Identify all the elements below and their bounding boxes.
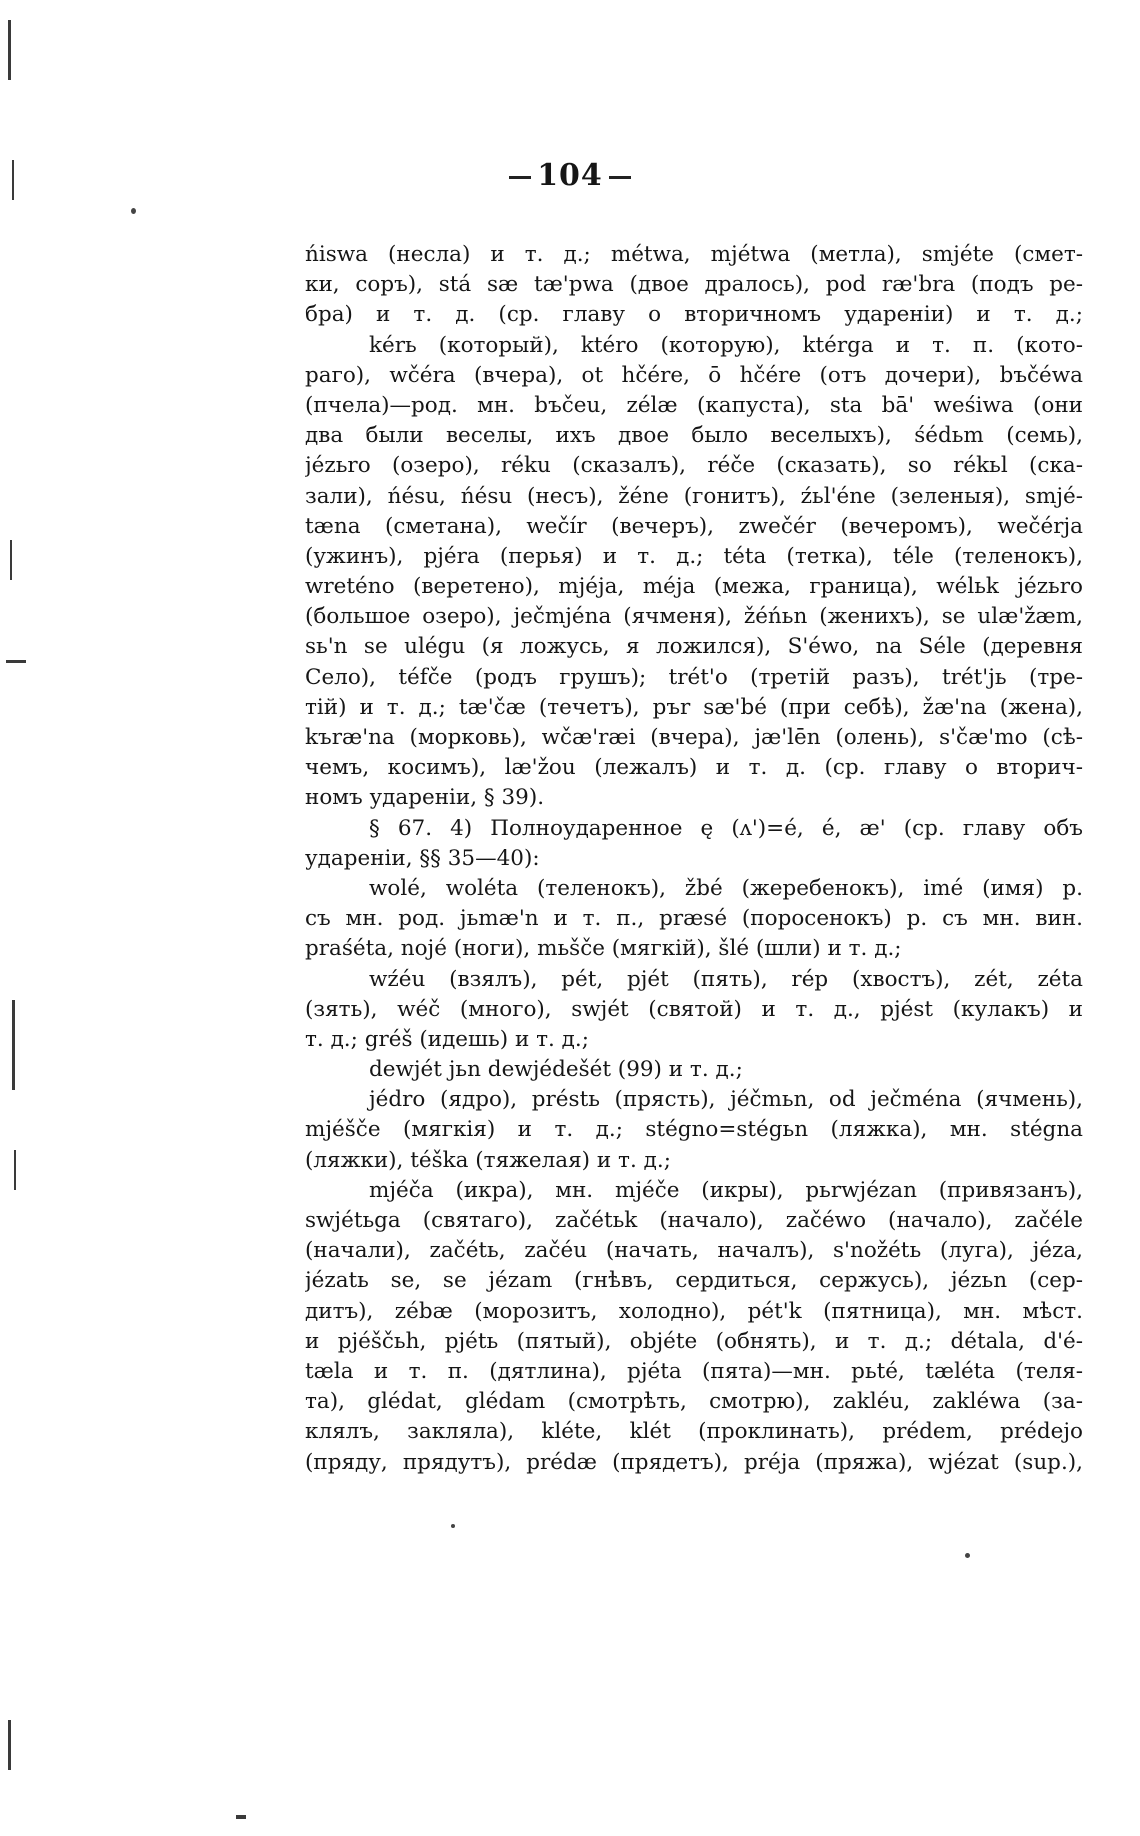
text-line: (большое озеро), ječmjéna (ячменя), žéńьn (женихъ), se ulæ'žæm,: [305, 604, 1083, 630]
body-text: [305, 240, 1083, 1478]
text-line: ударенiи, §§ 35—40):: [305, 845, 540, 871]
text-line: раго), wčéra (вчера), ot hčére, ō hčére (отъ дочери), bъčéwa: [305, 362, 1083, 388]
text-line: номъ ударенiи, § 39).: [305, 785, 545, 811]
text-line: jézatь se, se jézam (гнѣвъ, сердиться, сержусь), jézьn (сер-: [305, 1268, 1083, 1294]
text-line: (зять), wéč (много), swjét (святой) и т. д., pjést (кулакъ) и: [305, 996, 1083, 1022]
left-edge-mark: [14, 1150, 16, 1190]
left-edge-mark: [8, 1720, 11, 1770]
text-line: kъræ'na (морковь), wčæ'ræi (вчера), jæ'lēn (олень), s'čæ'mo (сѣ-: [305, 725, 1083, 750]
text-line: jézьro (озеро), réku (сказалъ), réče (сказать), so rékьl (ска-: [305, 453, 1083, 479]
text-line: kérь (который), ktéro (которую), ktérga и т. п. (кото-: [369, 332, 1083, 358]
page-number-dash-left: [509, 176, 531, 179]
ink-speck: [451, 1524, 455, 1528]
text-line: sь'n se ulégu (я ложусь, я ложился), S'éwo, na Séle (деревня: [305, 634, 1083, 660]
text-line: тiй) и т. д.; tæ'čæ (течетъ), pъr sæ'bé (при себѣ), žæ'na (жена),: [305, 694, 1083, 720]
text-line: клялъ, заклялa), kléte, klét (проклинать), prédem, prédejo: [305, 1419, 1083, 1445]
page-number-value: 104: [537, 158, 603, 193]
text-line: (ляжки), téška (тяжелая) и т. д.;: [305, 1147, 671, 1173]
text-line: tæna (сметана), wečír (вечеръ), zwečér (вечеромъ), wečérja: [305, 513, 1083, 539]
text-line: tæla и т. п. (дятлина), pjéta (пята)—мн. pьté, tæléta (теля-: [305, 1358, 1083, 1384]
section-heading-line: § 67. 4) Полноударенное ę (ʌ')=é, é, æ' (ср. главу объ: [369, 815, 1083, 841]
page-number: [0, 158, 1140, 193]
text-line: ки, соръ), stá sæ tæ'pwa (двое дралось), pod ræ'bra (подъ ре-: [305, 272, 1083, 298]
text-line: бра) и т. д. (ср. главу о вторичномъ ударенiи) и т. д.;: [305, 302, 1083, 328]
text-line: чемъ, косимъ), læ'žou (лежалъ) и т. д. (ср. главу о вторич-: [305, 755, 1083, 781]
text-line: mjéča (икра), мн. mjéče (икры), pьrwjézan (привязанъ),: [369, 1177, 1083, 1203]
text-line: wolé, woléta (теленокъ), žbé (жеребенокъ), imé (имя) р.: [369, 875, 1083, 901]
text-line: jédro (ядро), préstь (прясть), jéčmьn, od ječména (ячмень),: [369, 1087, 1083, 1113]
text-line: зали), ńésu, ńésu (несъ), žéne (гонитъ), źьl'éne (зеленыя), smjé-: [305, 483, 1083, 509]
text-line: praśéta, nojé (ноги), mьšče (мягкiй), šlé (шли) и т. д.;: [305, 936, 902, 962]
text-line: съ мн. род. jьmæ'n и т. п., præsé (поросенокъ) р. съ мн. вин.: [305, 906, 1083, 932]
text-line: дитъ), zébæ (морозитъ, холодно), pét'k (пятница), мн. мѣст.: [305, 1298, 1083, 1324]
text-line: dewjét jьn dewjédešét (99) и т. д.;: [369, 1057, 743, 1083]
text-line: (пчела)—род. мн. bъčeu, zélæ (капуста), sta bā' weśiwa (они: [305, 392, 1083, 418]
text-line: wźéu (взялъ), pét, pjét (пять), rép (хвостъ), zét, zéta: [369, 966, 1083, 992]
left-edge-mark: [8, 20, 11, 80]
text-line: swjétьga (святаго), začétьk (начало), začéwo (начало), začéle: [305, 1208, 1083, 1233]
left-edge-mark: [6, 660, 26, 663]
text-line: та), glédat, glédam (смотрѣть, смотрю), zakléu, zakléwa (за-: [305, 1389, 1083, 1415]
ink-speck: [131, 208, 136, 214]
text-line: (пряду, прядутъ), prédæ (прядетъ), préja (пряжа), wjézat (sup.),: [305, 1449, 1083, 1475]
text-line: и pjéščьh, pjétь (пятый), objéte (обнять), и т. д.; détala, d'é-: [305, 1328, 1083, 1354]
text-line: (ужинъ), pjéra (перья) и т. д.; téta (тетка), téle (теленокъ),: [305, 543, 1083, 569]
text-line: т. д.; gréš (идешь) и т. д.;: [305, 1026, 589, 1052]
left-edge-mark: [12, 1000, 15, 1090]
text-line: mjéšče (мягкiя) и т. д.; stégno=stégьn (ляжка), мн. stégna: [305, 1117, 1083, 1143]
text-line: ńiswa (несла) и т. д.; métwa, mjétwa (метла), smjéte (смет-: [305, 242, 1083, 267]
text-line: Село), téfče (родъ грушъ); trét'o (третiй разъ), trét'jь (тре-: [305, 664, 1083, 690]
left-edge-mark: [10, 540, 12, 580]
text-line: (начали), začétь, začéu (начать, началъ), s'nožétь (луга), jéza,: [305, 1238, 1083, 1264]
left-edge-mark: [236, 1815, 246, 1819]
text-line: два были веселы, ихъ двое было веселыхъ), śédьm (семь),: [305, 423, 1083, 449]
text-line: wreténo (веретено), mjéja, méja (межа, граница), wélьk jézьro: [305, 574, 1083, 600]
ink-speck: [965, 1553, 970, 1558]
page-number-dash-right: [609, 176, 631, 179]
